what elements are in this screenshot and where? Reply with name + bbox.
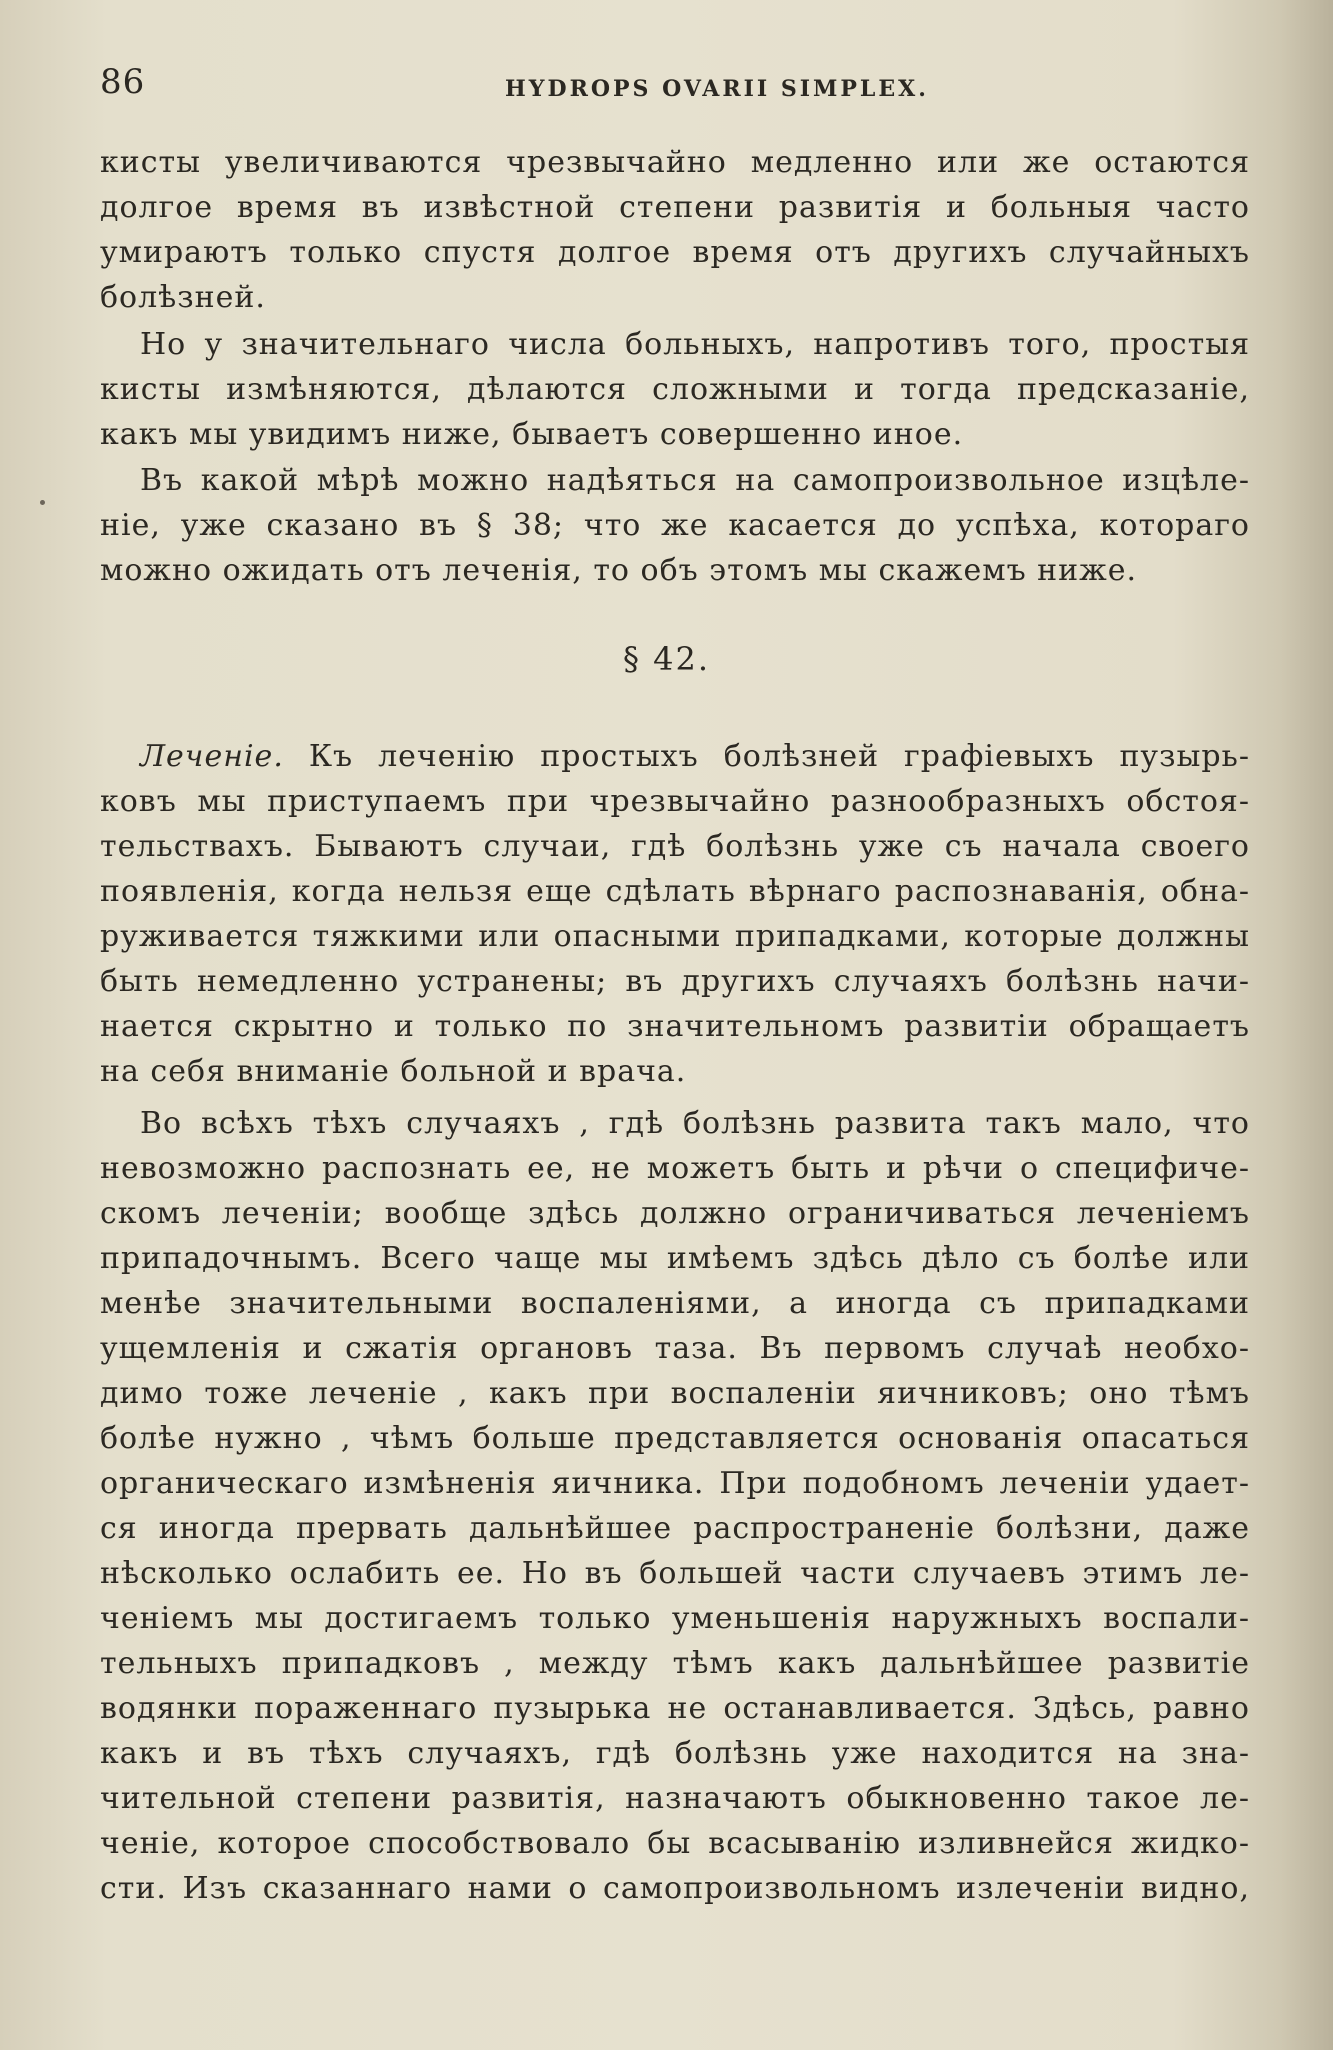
text-line: болѣе нужно , чѣмъ больше представляется основанія опасаться [100,1421,1250,1456]
text-line: ченіемъ мы достигаемъ только уменьшенія наружныхъ воспали- [100,1601,1250,1636]
ink-speck [40,500,45,505]
section-heading: § 42. [622,640,711,678]
text-line: менѣе значительными воспаленіями, а иногда съ припадками [100,1286,1250,1321]
running-title: HYDROPS OVARII SIMPLEX. [505,76,929,102]
text-line: нается скрытно и только по значительномъ развитіи обращаетъ [100,1009,1250,1044]
text-line: умираютъ только спустя долгое время отъ другихъ случайныхъ [100,235,1250,270]
treatment-lead-word: Леченіе. [140,739,284,774]
text-line: ченіе, которое способствовало бы всасыванію изливнейся жидко- [100,1826,1250,1861]
text-line: Но у значительнаго числа больныхъ, напротивъ того, простыя [140,327,1250,362]
text-line: водянки пораженнаго пузырька не останавливается. Здѣсь, равно [100,1691,1250,1726]
text-line: припадочнымъ. Всего чаще мы имѣемъ здѣсь дѣло съ болѣе или [100,1241,1250,1276]
paragraph-symptomatic-treatment [100,1101,1250,1911]
text-line: сти. Изъ сказаннаго нами о самопроизвольномъ излеченіи видно, [100,1871,1250,1906]
paragraph-continuation [100,140,1250,320]
text-line [100,734,1250,779]
text-line: болѣзней. [100,280,266,315]
text-line: ся иногда прервать дальнѣйшее распространеніе болѣзни, даже [100,1511,1250,1546]
text-line: ніе, уже сказано въ § 38; что же касается до успѣха, котораго [100,508,1250,543]
text-line: тельствахъ. Бываютъ случаи, гдѣ болѣзнь уже съ начала своего [100,829,1250,864]
text-line: кисты измѣняются, дѣлаются сложными и тогда предсказаніе, [100,372,1250,407]
text-line: димо тоже леченіе , какъ при воспаленіи яичниковъ; оно тѣмъ [100,1376,1250,1411]
text-line: руживается тяжкими или опасными припадками, которые должны [100,919,1250,954]
text-line: на себя вниманіе больной и врача. [100,1054,687,1089]
text-line-rest: Къ леченію простыхъ болѣзней графіевыхъ пузырь- [308,739,1251,774]
text-line: тельныхъ припадковъ , между тѣмъ какъ дальнѣйшее развитіе [100,1646,1250,1681]
text-line: скомъ леченіи; вообще здѣсь должно ограничиваться леченіемъ [100,1196,1250,1231]
page-header [100,62,1250,122]
text-line: Въ какой мѣрѣ можно надѣяться на самопроизвольное изцѣле- [140,463,1250,498]
text-line: ковъ мы приступаемъ при чрезвычайно разнообразныхъ обстоя- [100,784,1250,819]
text-line: невозможно распознать ее, не можетъ быть и рѣчи о специфиче- [100,1151,1250,1186]
text-line: какъ мы увидимъ ниже, бываетъ совершенно иное. [100,417,964,452]
paragraph-complex-cysts [100,322,1250,457]
text-line: ущемленія и сжатія органовъ таза. Въ первомъ случаѣ необхо- [100,1331,1250,1366]
text-line: долгое время въ извѣстной степени развитія и больныя часто [100,190,1250,225]
text-line: можно ожидать отъ леченія, то объ этомъ мы скажемъ ниже. [100,553,1138,588]
text-line: появленія, когда нельзя еще сдѣлать вѣрнаго распознаванія, обна- [100,874,1250,909]
text-line: чительной степени развитія, назначаютъ обыкновенно такое ле- [100,1781,1250,1816]
paragraph-spontaneous-healing [100,458,1250,593]
text-line: быть немедленно устранены; въ другихъ случаяхъ болѣзнь начи- [100,964,1250,999]
text-line: какъ и въ тѣхъ случаяхъ, гдѣ болѣзнь уже находится на зна- [100,1736,1250,1771]
page-number: 86 [100,62,146,102]
text-line: Во всѣхъ тѣхъ случаяхъ , гдѣ болѣзнь развита такъ мало, что [140,1106,1250,1141]
text-line: нѣсколько ослабить ее. Но въ большей части случаевъ этимъ ле- [100,1556,1250,1591]
text-line: кисты увеличиваются чрезвычайно медленно или же остаются [100,145,1250,180]
paragraph-treatment [100,734,1250,1094]
text-line: органическаго измѣненія яичника. При подобномъ леченіи удает- [100,1466,1250,1501]
